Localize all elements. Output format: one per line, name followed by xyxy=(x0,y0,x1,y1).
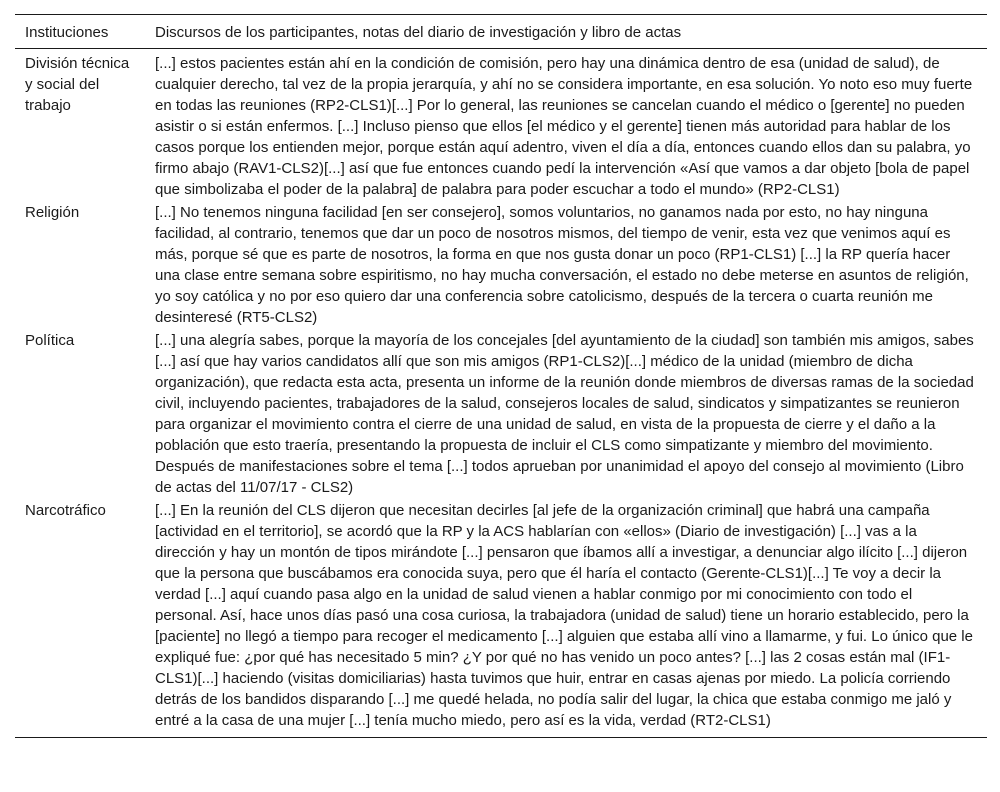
table-body xyxy=(15,49,987,738)
table-row xyxy=(15,500,987,738)
institution-cell: Narcotráfico xyxy=(25,502,106,519)
discourse-cell: [...] No tenemos ninguna facilidad [en ser consejero], somos voluntarios, no ganamos nada por esto, no hay ninguna facilidad, al contrario, tenemos que dar un poco de nosotros mismos, del tiempo de venir, esta vez que venimos aquí es más, porque sé que es parte de nosotros, la forma en que nos gusta donar un poco (RP1-CLS1) [...] la RP quería hacer una clase entre semana sobre espiritismo, no hay mucha conversación, el estado no debe meterse en asuntos de religión, yo soy católica y no por eso quiero dar una conferencia sobre catolicismo, después de la tercera o cuarta reunión me desinteresé (RT5-CLS2) xyxy=(155,204,969,326)
header-discourses: Discursos de los participantes, notas del diario de investigación y libro de actas xyxy=(155,24,682,41)
header-institutions: Instituciones xyxy=(25,24,109,41)
header-row xyxy=(15,15,987,49)
table-row xyxy=(15,49,987,203)
institution-cell: Religión xyxy=(25,204,80,221)
table-header xyxy=(15,15,987,49)
institutions-table xyxy=(15,14,987,738)
discourse-cell: [...] estos pacientes están ahí en la condición de comisión, pero hay una dinámica dentro de esa (unidad de salud), de cualquier derecho, tal vez de la propia jerarquía, y ahí no se considera importante, en esa solución. Yo noto eso muy fuerte en todas las reuniones (RP2-CLS1)[...] Por lo general, las reuniones se cancelan cuando el médico o [gerente] no pueden asistir o si están enfermos. [...] Incluso pienso que ellos [el médico y el gerente] tienen más autoridad para hablar de los casos porque los entienden mejor, porque están aquí adentro, viven el día a día, entonces cuando ellos dan su palabra, yo firmo abajo (RAV1-CLS2)[...] así que fue entonces cuando pedí la intervención «Así que vamos a dar objeto [bola de papel que simbolizaba el poder de la palabra] de palabra para poder escuchar a todo el mundo» (RP2-CLS1) xyxy=(155,55,973,198)
table-row xyxy=(15,330,987,500)
institution-cell: Política xyxy=(25,332,75,349)
table-row xyxy=(15,202,987,330)
discourse-cell: [...] una alegría sabes, porque la mayoría de los concejales [del ayuntamiento de la ciudad] son también mis amigos, sabes [...] así que hay varios candidatos allí que son mis amigos (RP1-CLS2)[...] médico de la unidad (miembro de dicha organización), que redacta esta acta, presenta un informe de la reunión donde miembros de diversas ramas de la sociedad civil, incluyendo pacientes, trabajadores de la salud, consejeros locales de salud, sindicatos y simpatizantes se reunieron para organizar el movimiento contra el cierre de una unidad de salud, en vista de la propuesta de cierre y el daño a la población que esto traería, presentando la propuesta de incluir el CLS como simpatizante y miembro del movimiento. Después de manifestaciones sobre el tema [...] todos aprueban por unanimidad el apoyo del consejo al movimiento (Libro de actas del 11/07/17 - CLS2) xyxy=(155,332,974,496)
discourse-cell: [...] En la reunión del CLS dijeron que necesitan decirles [al jefe de la organización criminal] que habrá una campaña [actividad en el territorio], se acordó que la RP y la ACS hablarían con «ellos» (Diario de investigación) [...] vas a la dirección y hay un montón de tipos mirándote [...] pensaron que íbamos allí a investigar, a denunciar algo ilícito [...] dijeron que la persona que buscábamos era conocida suya, pero que él haría el contacto (Gerente-CLS1)[...] Te voy a decir la verdad [...] aquí cuando pasa algo en la unidad de salud vienen a hablar conmigo por mi conocimiento con todo el personal. Así, hace unos días pasó una cosa curiosa, la trabajadora (unidad de salud) tiene un horario establecido, pero la [paciente] no llegó a tiempo para recoger el medicamento [...] alguien que estaba allí vino a llamarme, y fui. Lo único que le expliqué fue: ¿por qué has necesitado 5 min? ¿Y por qué no has venido un poco antes? [...] las 2 cosas están mal (IF1-CLS1)[...] haciendo (visitas domiciliarias) hasta tuvimos que huir, entrar en casas ajenas por miedo. La policía corriendo detrás de los bandidos disparando [...] me quedé helada, no podía salir del lugar, la chica que estaba conmigo me jaló y entré a la casa de una mujer [...] tenía mucho miedo, pero así es la vida, verdad (RT2-CLS1) xyxy=(155,502,973,729)
institution-cell: División técnica y social del trabajo xyxy=(25,55,130,114)
